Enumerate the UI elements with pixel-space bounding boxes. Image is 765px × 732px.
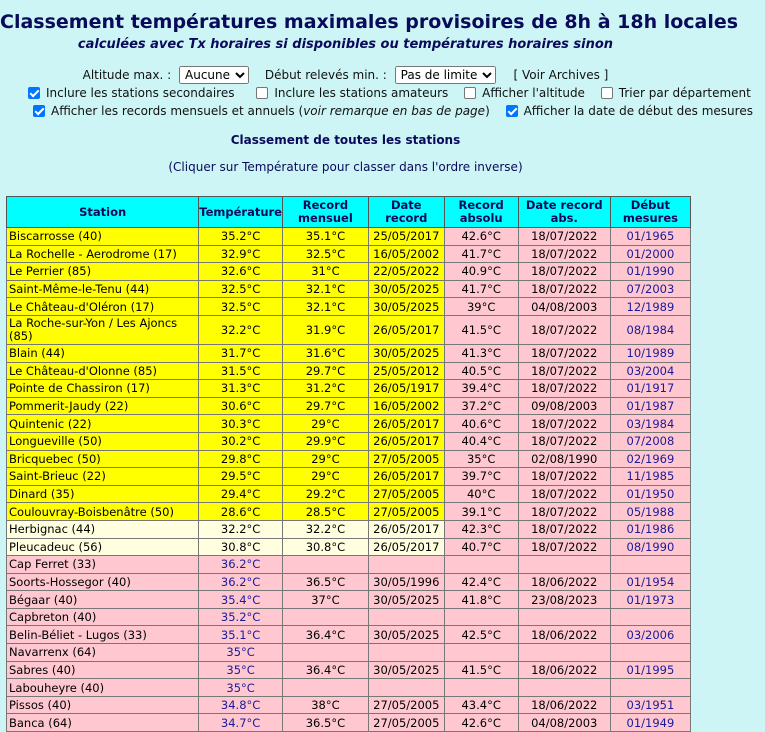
table-row — [7, 298, 691, 316]
cell-date-record: 30/05/2025 — [368, 591, 444, 609]
table-row — [7, 520, 691, 538]
cell-station: Pleucadeuc (56) — [7, 538, 199, 556]
cell-record-mensuel — [282, 679, 368, 697]
cell-debut-mesures: 01/1986 — [610, 520, 690, 538]
section-title: Classement de toutes les stations — [230, 133, 461, 147]
debut-select[interactable] — [395, 66, 496, 84]
table-row — [7, 485, 691, 503]
cell-date-record: 30/05/2025 — [368, 344, 444, 362]
table-row — [7, 644, 691, 662]
cell-record-absolu: 39°C — [444, 298, 518, 316]
table-row — [7, 245, 691, 263]
cell-temperature: 30.2°C — [199, 432, 283, 450]
records-label-end: ) — [485, 104, 490, 118]
altitude-select[interactable] — [179, 66, 249, 84]
cell-date-record — [368, 679, 444, 697]
cell-temperature: 34.7°C — [199, 714, 283, 732]
cell-station: Herbignac (44) — [7, 520, 199, 538]
cell-temperature: 30.3°C — [199, 415, 283, 433]
table-row — [7, 450, 691, 468]
cell-date-record: 27/05/2005 — [368, 696, 444, 714]
cell-date-record: 30/05/2025 — [368, 298, 444, 316]
cell-record-mensuel: 30.8°C — [282, 538, 368, 556]
header-station: Station — [7, 197, 199, 228]
cell-record-absolu: 42.5°C — [444, 626, 518, 644]
cell-date-record-abs: 18/07/2022 — [518, 263, 610, 281]
cell-date-record-abs: 18/07/2022 — [518, 538, 610, 556]
cell-date-record-abs: 18/07/2022 — [518, 362, 610, 380]
cell-station: Pointe de Chassiron (17) — [7, 380, 199, 398]
cell-date-record-abs: 18/07/2022 — [518, 228, 610, 246]
cell-record-absolu — [444, 556, 518, 574]
cell-date-record-abs: 18/06/2022 — [518, 573, 610, 591]
secondaires-label: Inclure les stations secondaires — [46, 86, 235, 100]
altitude-option-toggle[interactable] — [464, 86, 585, 100]
cell-temperature: 35.2°C — [199, 228, 283, 246]
cell-temperature: 35.1°C — [199, 626, 283, 644]
cell-debut-mesures: 01/1949 — [610, 714, 690, 732]
altitude-checkbox[interactable] — [464, 87, 476, 99]
cell-temperature: 35°C — [199, 661, 283, 679]
header-date-record-abs: Date record abs. — [518, 197, 610, 228]
cell-record-absolu: 42.6°C — [444, 714, 518, 732]
departement-label: Trier par département — [618, 86, 751, 100]
table-row — [7, 626, 691, 644]
cell-date-record: 16/05/2002 — [368, 397, 444, 415]
secondaires-checkbox[interactable] — [28, 87, 40, 99]
cell-temperature: 31.5°C — [199, 362, 283, 380]
cell-date-record — [368, 644, 444, 662]
table-row — [7, 468, 691, 486]
cell-station: Saint-Brieuc (22) — [7, 468, 199, 486]
cell-record-mensuel — [282, 644, 368, 662]
cell-temperature: 35°C — [199, 679, 283, 697]
cell-station: Le Château-d'Olonne (85) — [7, 362, 199, 380]
cell-record-mensuel: 36.5°C — [282, 714, 368, 732]
cell-debut-mesures — [610, 644, 690, 662]
filter-bar — [0, 66, 691, 84]
cell-date-record-abs: 04/08/2003 — [518, 714, 610, 732]
amateurs-checkbox[interactable] — [256, 87, 268, 99]
cell-record-absolu — [444, 608, 518, 626]
cell-station: Soorts-Hossegor (40) — [7, 573, 199, 591]
cell-debut-mesures: 01/1954 — [610, 573, 690, 591]
cell-record-absolu: 39.1°C — [444, 503, 518, 521]
cell-debut-mesures — [610, 679, 690, 697]
cell-temperature: 32.2°C — [199, 315, 283, 344]
cell-debut-mesures: 01/1990 — [610, 263, 690, 281]
cell-date-record: 27/05/2005 — [368, 714, 444, 732]
cell-station: Navarrenx (64) — [7, 644, 199, 662]
table-row — [7, 315, 691, 344]
table-row — [7, 344, 691, 362]
table-row — [7, 503, 691, 521]
header-temperature[interactable]: Température — [199, 197, 283, 228]
cell-record-mensuel: 37°C — [282, 591, 368, 609]
table-row — [7, 591, 691, 609]
cell-station: Belin-Béliet - Lugos (33) — [7, 626, 199, 644]
cell-temperature: 32.2°C — [199, 520, 283, 538]
cell-date-record-abs: 18/07/2022 — [518, 280, 610, 298]
cell-station: Saint-Même-le-Tenu (44) — [7, 280, 199, 298]
departement-checkbox[interactable] — [601, 87, 613, 99]
cell-record-mensuel: 36.4°C — [282, 661, 368, 679]
cell-record-absolu: 42.4°C — [444, 573, 518, 591]
cell-station: Banca (64) — [7, 714, 199, 732]
cell-date-record: 26/05/2017 — [368, 520, 444, 538]
secondaires-option[interactable] — [28, 86, 234, 100]
cell-temperature: 32.5°C — [199, 298, 283, 316]
cell-station: Dinard (35) — [7, 485, 199, 503]
records-remark: voir remarque en bas de page — [303, 104, 486, 118]
cell-date-record: 26/05/1917 — [368, 380, 444, 398]
cell-date-record — [368, 556, 444, 574]
cell-record-absolu: 37.2°C — [444, 397, 518, 415]
table-body — [7, 228, 691, 732]
cell-debut-mesures: 07/2003 — [610, 280, 690, 298]
cell-date-record: 26/05/2017 — [368, 538, 444, 556]
cell-debut-mesures: 01/1965 — [610, 228, 690, 246]
table-row — [7, 397, 691, 415]
cell-record-absolu: 39.4°C — [444, 380, 518, 398]
cell-debut-mesures: 02/1969 — [610, 450, 690, 468]
cell-date-record: 22/05/2022 — [368, 263, 444, 281]
cell-record-absolu — [444, 644, 518, 662]
cell-station: La Rochelle - Aerodrome (17) — [7, 245, 199, 263]
cell-record-mensuel: 36.5°C — [282, 573, 368, 591]
cell-date-record: 25/05/2017 — [368, 228, 444, 246]
cell-date-record: 26/05/2017 — [368, 432, 444, 450]
cell-record-absolu: 35°C — [444, 450, 518, 468]
table-row — [7, 556, 691, 574]
cell-station: Biscarrosse (40) — [7, 228, 199, 246]
date-debut-label: Afficher la date de début des mesures — [523, 104, 753, 118]
cell-date-record: 26/05/2017 — [368, 468, 444, 486]
cell-station: Bégaar (40) — [7, 591, 199, 609]
cell-record-mensuel: 29°C — [282, 415, 368, 433]
date-debut-checkbox[interactable] — [506, 105, 518, 117]
cell-station: Pissos (40) — [7, 696, 199, 714]
amateurs-label: Inclure les stations amateurs — [274, 86, 449, 100]
cell-record-mensuel: 31.9°C — [282, 315, 368, 344]
table-row — [7, 679, 691, 697]
cell-date-record: 27/05/2005 — [368, 503, 444, 521]
sort-hint: (Cliquer sur Température pour classer dans l'ordre inverse) — [168, 160, 523, 174]
cell-date-record-abs: 18/07/2022 — [518, 503, 610, 521]
amateurs-option[interactable] — [256, 86, 448, 100]
cell-record-mensuel: 29.2°C — [282, 485, 368, 503]
cell-record-mensuel: 31.6°C — [282, 344, 368, 362]
cell-date-record: 27/05/2005 — [368, 485, 444, 503]
table-row — [7, 380, 691, 398]
table-row — [7, 661, 691, 679]
cell-date-record-abs: 23/08/2023 — [518, 591, 610, 609]
cell-debut-mesures: 01/1995 — [610, 661, 690, 679]
cell-station: La Roche-sur-Yon / Les Ajoncs (85) — [7, 315, 199, 344]
cell-record-absolu: 41.7°C — [444, 280, 518, 298]
cell-date-record-abs: 18/07/2022 — [518, 344, 610, 362]
cell-debut-mesures: 01/1917 — [610, 380, 690, 398]
cell-record-mensuel: 31.2°C — [282, 380, 368, 398]
cell-record-absolu: 40.9°C — [444, 263, 518, 281]
cell-station: Bricquebec (50) — [7, 450, 199, 468]
cell-date-record-abs: 18/07/2022 — [518, 468, 610, 486]
cell-temperature: 32.9°C — [199, 245, 283, 263]
cell-record-absolu: 41.5°C — [444, 315, 518, 344]
table-row — [7, 280, 691, 298]
cell-debut-mesures: 10/1989 — [610, 344, 690, 362]
cell-temperature: 31.3°C — [199, 380, 283, 398]
cell-debut-mesures: 11/1985 — [610, 468, 690, 486]
cell-record-absolu: 40.7°C — [444, 538, 518, 556]
cell-debut-mesures: 01/1987 — [610, 397, 690, 415]
cell-station: Le Château-d'Oléron (17) — [7, 298, 199, 316]
debut-label: Début relevés min. : — [264, 68, 387, 82]
cell-record-absolu: 42.3°C — [444, 520, 518, 538]
cell-record-absolu: 42.6°C — [444, 228, 518, 246]
table-row — [7, 415, 691, 433]
cell-debut-mesures: 08/1984 — [610, 315, 690, 344]
cell-date-record-abs: 18/07/2022 — [518, 520, 610, 538]
table-row — [7, 538, 691, 556]
altitude-label: Altitude max. : — [82, 68, 172, 82]
cell-temperature: 29.8°C — [199, 450, 283, 468]
records-option[interactable] — [33, 104, 490, 118]
cell-debut-mesures — [610, 556, 690, 574]
cell-temperature: 29.5°C — [199, 468, 283, 486]
date-debut-option[interactable] — [506, 104, 753, 118]
options-row-2 — [33, 104, 765, 120]
cell-station: Labouheyre (40) — [7, 679, 199, 697]
cell-temperature: 36.2°C — [199, 556, 283, 574]
cell-station: Coulouvray-Boisbenâtre (50) — [7, 503, 199, 521]
cell-date-record-abs — [518, 556, 610, 574]
cell-date-record: 30/05/1996 — [368, 573, 444, 591]
cell-date-record-abs: 04/08/2003 — [518, 298, 610, 316]
cell-temperature: 28.6°C — [199, 503, 283, 521]
cell-date-record-abs — [518, 679, 610, 697]
cell-station: Cap Ferret (33) — [7, 556, 199, 574]
cell-date-record-abs: 18/07/2022 — [518, 432, 610, 450]
cell-temperature: 35°C — [199, 644, 283, 662]
cell-record-mensuel: 32.1°C — [282, 280, 368, 298]
header-debut-mesures: Début mesures — [610, 197, 690, 228]
cell-date-record-abs: 09/08/2003 — [518, 397, 610, 415]
cell-temperature: 30.6°C — [199, 397, 283, 415]
table-row — [7, 362, 691, 380]
cell-date-record-abs: 18/07/2022 — [518, 485, 610, 503]
cell-record-absolu — [444, 679, 518, 697]
cell-date-record: 30/05/2025 — [368, 626, 444, 644]
cell-record-mensuel: 29°C — [282, 450, 368, 468]
cell-station: Pommerit-Jaudy (22) — [7, 397, 199, 415]
header-date-record: Date record — [368, 197, 444, 228]
archives-link[interactable]: [ Voir Archives ] — [513, 68, 609, 82]
cell-record-absolu: 39.7°C — [444, 468, 518, 486]
table-row — [7, 608, 691, 626]
cell-record-absolu: 41.7°C — [444, 245, 518, 263]
table-row — [7, 263, 691, 281]
cell-station: Quintenic (22) — [7, 415, 199, 433]
table-row — [7, 696, 691, 714]
cell-date-record-abs: 02/08/1990 — [518, 450, 610, 468]
cell-record-mensuel: 29.7°C — [282, 397, 368, 415]
table-row — [7, 432, 691, 450]
cell-record-mensuel: 31°C — [282, 263, 368, 281]
cell-date-record-abs: 18/06/2022 — [518, 626, 610, 644]
cell-record-mensuel — [282, 556, 368, 574]
cell-debut-mesures: 03/1984 — [610, 415, 690, 433]
cell-temperature: 32.5°C — [199, 280, 283, 298]
cell-debut-mesures: 03/2004 — [610, 362, 690, 380]
cell-station: Longueville (50) — [7, 432, 199, 450]
cell-date-record-abs — [518, 644, 610, 662]
cell-date-record-abs — [518, 608, 610, 626]
table-header-row — [7, 197, 691, 228]
cell-date-record — [368, 608, 444, 626]
header-record-mensuel: Record mensuel — [282, 197, 368, 228]
options-row-1 — [28, 86, 763, 102]
cell-debut-mesures: 07/2008 — [610, 432, 690, 450]
cell-station: Capbreton (40) — [7, 608, 199, 626]
header-record-absolu: Record absolu — [444, 197, 518, 228]
cell-record-absolu: 41.8°C — [444, 591, 518, 609]
cell-temperature: 36.2°C — [199, 573, 283, 591]
cell-station: Sabres (40) — [7, 661, 199, 679]
cell-date-record-abs: 18/07/2022 — [518, 315, 610, 344]
records-checkbox[interactable] — [33, 105, 45, 117]
cell-record-mensuel: 36.4°C — [282, 626, 368, 644]
cell-debut-mesures: 01/1973 — [610, 591, 690, 609]
cell-date-record: 27/05/2005 — [368, 450, 444, 468]
cell-record-mensuel: 29.7°C — [282, 362, 368, 380]
cell-date-record: 30/05/2025 — [368, 661, 444, 679]
cell-temperature: 35.4°C — [199, 591, 283, 609]
cell-debut-mesures: 12/1989 — [610, 298, 690, 316]
cell-record-mensuel: 32.1°C — [282, 298, 368, 316]
cell-temperature: 34.8°C — [199, 696, 283, 714]
cell-date-record: 25/05/2012 — [368, 362, 444, 380]
stations-table — [6, 196, 691, 732]
cell-station: Blain (44) — [7, 344, 199, 362]
cell-record-absolu: 43.4°C — [444, 696, 518, 714]
cell-record-mensuel: 28.5°C — [282, 503, 368, 521]
cell-date-record-abs: 18/07/2022 — [518, 245, 610, 263]
page-title: Classement températures maximales provisoires de 8h à 18h locales — [0, 11, 739, 33]
cell-date-record: 26/05/2017 — [368, 415, 444, 433]
cell-temperature: 31.7°C — [199, 344, 283, 362]
cell-date-record-abs: 18/07/2022 — [518, 415, 610, 433]
cell-record-mensuel: 32.5°C — [282, 245, 368, 263]
cell-debut-mesures: 03/2006 — [610, 626, 690, 644]
cell-date-record: 16/05/2002 — [368, 245, 444, 263]
cell-record-mensuel: 38°C — [282, 696, 368, 714]
cell-date-record-abs: 18/06/2022 — [518, 661, 610, 679]
cell-temperature: 32.6°C — [199, 263, 283, 281]
cell-temperature: 29.4°C — [199, 485, 283, 503]
cell-record-mensuel: 29.9°C — [282, 432, 368, 450]
departement-option[interactable] — [601, 86, 751, 100]
cell-debut-mesures: 08/1990 — [610, 538, 690, 556]
records-label-start: Afficher les records mensuels et annuels ( — [51, 104, 304, 118]
cell-record-mensuel: 29°C — [282, 468, 368, 486]
cell-record-mensuel: 32.2°C — [282, 520, 368, 538]
altitude-show-label: Afficher l'altitude — [482, 86, 585, 100]
cell-date-record-abs: 18/06/2022 — [518, 696, 610, 714]
table-row — [7, 228, 691, 246]
cell-record-mensuel — [282, 608, 368, 626]
records-label — [51, 104, 490, 118]
cell-temperature: 30.8°C — [199, 538, 283, 556]
cell-record-absolu: 41.3°C — [444, 344, 518, 362]
cell-record-mensuel: 35.1°C — [282, 228, 368, 246]
cell-debut-mesures: 05/1988 — [610, 503, 690, 521]
cell-record-absolu: 41.5°C — [444, 661, 518, 679]
cell-record-absolu: 40.5°C — [444, 362, 518, 380]
cell-debut-mesures: 01/1950 — [610, 485, 690, 503]
page-subtitle: calculées avec Tx horaires si disponibles ou températures horaires sinon — [77, 37, 614, 52]
table-row — [7, 573, 691, 591]
cell-temperature: 35.2°C — [199, 608, 283, 626]
cell-record-absolu: 40.4°C — [444, 432, 518, 450]
cell-station: Le Perrier (85) — [7, 263, 199, 281]
table-row — [7, 714, 691, 732]
cell-date-record-abs: 18/07/2022 — [518, 380, 610, 398]
cell-record-absolu: 40°C — [444, 485, 518, 503]
cell-debut-mesures — [610, 608, 690, 626]
cell-date-record: 26/05/2017 — [368, 315, 444, 344]
cell-date-record: 30/05/2025 — [368, 280, 444, 298]
cell-debut-mesures: 01/2000 — [610, 245, 690, 263]
cell-debut-mesures: 03/1951 — [610, 696, 690, 714]
cell-record-absolu: 40.6°C — [444, 415, 518, 433]
